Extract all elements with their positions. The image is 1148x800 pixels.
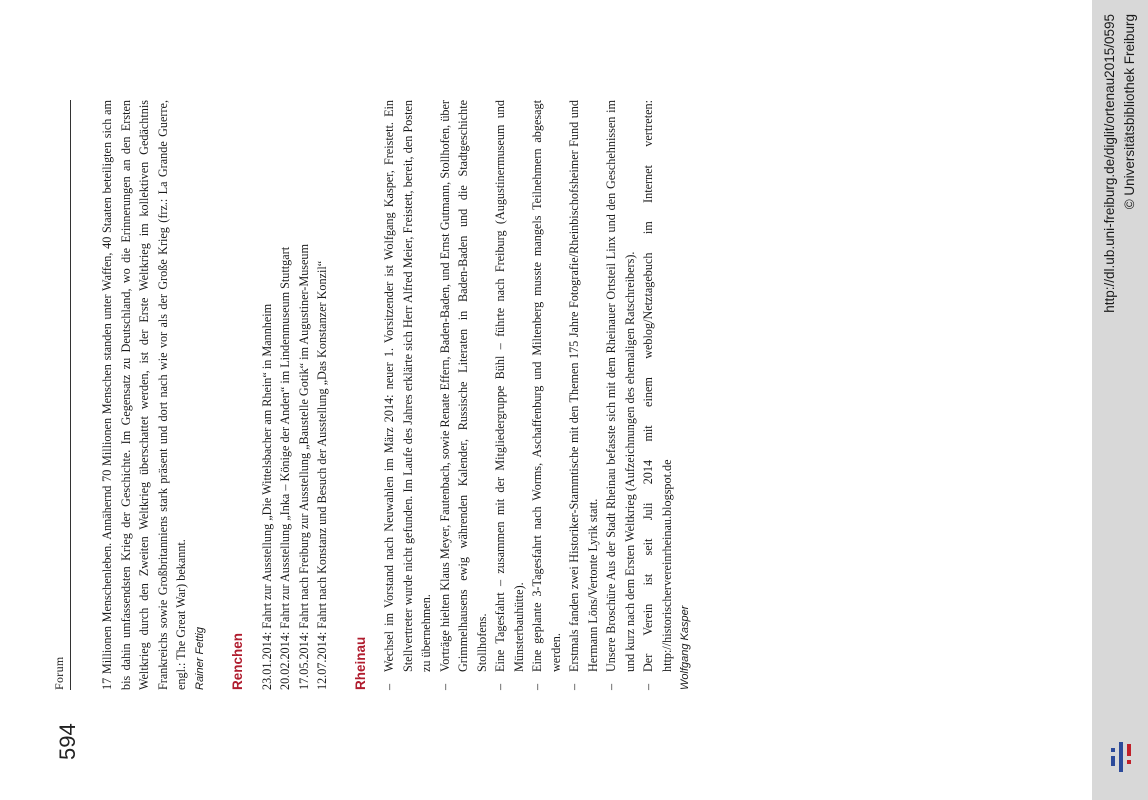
rheinau-item xyxy=(380,100,436,690)
page-number: 594 xyxy=(55,723,80,760)
rheinau-item xyxy=(436,100,492,690)
rheinau-item xyxy=(602,100,639,690)
intro-paragraph: 17 Millionen Menschenleben. Annähernd 70 Millionen Menschen standen unter Waffen, 40 Staaten beteiligten sich am bis dahin umfassendsten Krieg der Geschichte. Im Gegensatz zu Deutschland, wo die Erinnerungen an den Ersten Weltkrieg durch den Zweiten Weltkrieg überschattet werden, ist der Erste Weltkrieg im kollektiven Gedächtnis Frankreichs sowie Großbritanniens stark präsent und dort nach wie vor als der Große Krieg (frz.: La Grande Guerre, engl.: The Great War) bekannt. xyxy=(100,100,188,690)
rheinau-item-text: Eine Tagesfahrt – zusammen mit der Mitgliedergruppe Bühl – führte nach Freiburg (Augustinermuseum und Münsterbauhütte). xyxy=(493,100,526,672)
copyright-notice: © Universitätsbibliothek Freiburg xyxy=(1122,14,1137,210)
rheinau-list xyxy=(380,100,676,690)
rheinau-item-text: Wechsel im Vorstand nach Neuwahlen im März 2014: neuer 1. Vorsitzender ist Wolfgang Kasper, Freistett. Ein Stellvertreter wurde nicht gefunden. Im Laufe des Jahres erklärte sich Herr Alfred Meier, Freistett, bereit, den Posten zu übernehmen. xyxy=(382,100,433,672)
header-rule xyxy=(70,100,71,690)
rheinau-item xyxy=(491,100,528,690)
rheinau-item-text: Unsere Broschüre Aus der Stadt Rheinau befasste sich mit dem Rheinauer Ortsteil Linx und den Geschehnissen im und kurz nach dem Ersten Weltkrieg (Aufzeichnungen des ehemaligen Ratschreibers). xyxy=(604,100,637,672)
rheinau-signature: Wolfgang Kasper xyxy=(679,605,691,690)
dash-bullet: – xyxy=(567,683,581,690)
rheinau-item-text: Erstmals fanden zwei Historiker-Stammtische mit den Themen 175 Jahre Fotografie/Rheinbischofsheimer Fund und Hermann Löns/Vertonte Lyrik statt. xyxy=(567,100,600,672)
text-body xyxy=(98,100,695,690)
intro-signature: Rainer Fettig xyxy=(193,627,206,690)
renchen-entry: 12.07.2014: Fahrt nach Konstanz und Besuch der Ausstellung „Das Konstanzer Konzil“ xyxy=(315,260,329,690)
dash-bullet: – xyxy=(641,683,655,690)
sidebar-rotated-text xyxy=(1092,0,1148,800)
rheinau-item-text: Eine geplante 3-Tagesfahrt nach Worms, Aschaffenburg und Miltenberg musste mangels Teilnehmern abgesagt werden. xyxy=(530,100,563,672)
dash-bullet: – xyxy=(382,683,396,690)
dash-bullet: – xyxy=(493,683,507,690)
dash-bullet: – xyxy=(604,683,618,690)
library-logo-icon xyxy=(1110,742,1132,772)
renchen-entry: 17.05.2014: Fahrt nach Freiburg zur Ausstellung „Baustelle Gotik“ im Augustiner-Museum xyxy=(296,243,311,690)
dash-bullet: – xyxy=(437,683,452,690)
renchen-entry: 23.01.2014: Fahrt zur Ausstellung „Die Wittelsbacher am Rhein“ in Mannheim xyxy=(259,303,274,690)
rheinau-item-text: Vorträge hielten Klaus Meyer, Fautenbach, sowie Renate Effern, Baden-Baden, und Ernst Gutmann, Stollhofen, über Grimmelhausens ewig währenden Kalender, Russische Literaten in Baden-Baden und die Stadtgeschichte Stollhofens. xyxy=(437,100,489,672)
source-url-link[interactable]: http://dl.ub.uni-freiburg.de/diglit/ortenau2015/0595 xyxy=(1102,14,1117,313)
section-heading-renchen: Renchen xyxy=(230,632,245,690)
rheinau-item xyxy=(528,100,565,690)
rheinau-item-text: Der Verein ist seit Juli 2014 mit einem weblog/Netztagebuch im Internet vertreten: http://historischervereinrheinau.blogspot.de xyxy=(641,100,674,672)
dash-bullet: – xyxy=(530,683,544,690)
section-heading-rheinau: Rheinau xyxy=(352,636,368,690)
library-sidebar xyxy=(1092,0,1148,800)
running-head: Forum xyxy=(52,656,66,690)
rheinau-item xyxy=(639,100,676,690)
renchen-entry: 20.02.2014: Fahrt zur Ausstellung „Inka – Könige der Anden“ im Lindenmuseum Stuttgart xyxy=(278,246,292,690)
rheinau-item xyxy=(565,100,602,690)
